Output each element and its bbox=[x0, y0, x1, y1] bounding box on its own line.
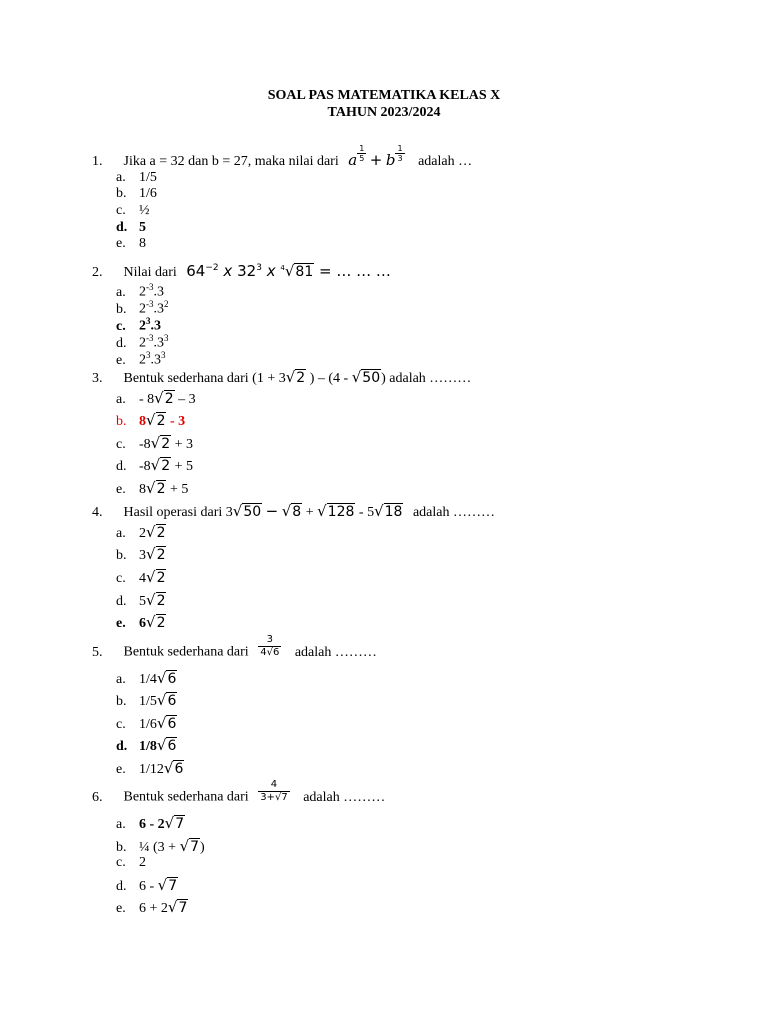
fraction-4-over-3plus-sqrt7: $\frac{4}{3+√7}$ bbox=[260, 779, 288, 803]
option-1d-answer: d. 5 bbox=[116, 220, 146, 235]
question-number: 1. bbox=[92, 154, 103, 169]
question-tail: adalah ……… bbox=[412, 505, 495, 520]
option-4a: a. 2√2 bbox=[116, 523, 166, 541]
question-tail: adalah ……… bbox=[294, 644, 377, 660]
question-3 bbox=[92, 368, 471, 387]
question-text: Bentuk sederhana dari (1 + 3 bbox=[123, 371, 286, 386]
option-2a: a. $2^{-3}.3$ bbox=[116, 282, 164, 300]
option-6e: e. 6 + 2√7 bbox=[116, 898, 188, 916]
question-text: Jika a = 32 dan b = 27, maka nilai dari bbox=[123, 154, 339, 169]
option-6b: b. ¼ (3 + √7) bbox=[116, 837, 205, 855]
option-4c: c. 4√2 bbox=[116, 568, 166, 586]
option-2c-answer: c. $2^3.3$ bbox=[116, 316, 161, 334]
question-text: Bentuk sederhana dari bbox=[123, 644, 249, 660]
question-mid: ) – (4 - bbox=[309, 371, 349, 386]
option-1a: a. 1/5 bbox=[116, 170, 157, 185]
question-number: 4. bbox=[92, 505, 103, 520]
option-4d: d. 5√2 bbox=[116, 591, 166, 609]
exam-title: SOAL PAS MATEMATIKA KELAS X bbox=[267, 88, 501, 103]
option-5e: e. 1/12√6 bbox=[116, 759, 184, 777]
option-1b: b. 1/6 bbox=[116, 186, 157, 201]
option-6a-answer: a. 6 - 2√7 bbox=[116, 814, 185, 832]
question-text: Hasil operasi dari 3 bbox=[123, 505, 233, 520]
question-1 bbox=[92, 143, 473, 171]
question-4: 4. Hasil operasi dari 3√50 − √8 + √128 - 5√18 adalah ……… bbox=[92, 502, 495, 520]
question-number: 3. bbox=[92, 371, 103, 386]
option-6d: d. 6 - √7 bbox=[116, 876, 178, 894]
sqrt-2: √2 bbox=[285, 368, 306, 386]
option-2e: e. $2^3.3^3$ bbox=[116, 350, 166, 368]
option-3a: a. - 8√2 – 3 bbox=[116, 389, 196, 407]
option-4e-answer: e. 6√2 bbox=[116, 613, 166, 631]
option-3e: e. 8√2 + 5 bbox=[116, 479, 189, 497]
question-tail: ) adalah ……… bbox=[381, 371, 472, 386]
fraction-3-over-4sqrt6: $\frac{3}{4√6}$ bbox=[260, 634, 280, 658]
option-2b: b. $2^{-3}.3^2$ bbox=[116, 299, 169, 317]
question-5 bbox=[92, 634, 377, 665]
exam-year: TAHUN 2023/2024 bbox=[327, 105, 441, 120]
option-5b: b. 1/5√6 bbox=[116, 691, 177, 709]
option-3c: c. -8√2 + 3 bbox=[116, 434, 194, 452]
option-3b-answer: b. 8√2 - 3 bbox=[116, 411, 186, 429]
question-tail: adalah ……… bbox=[303, 789, 386, 805]
question-number: 6. bbox=[92, 789, 103, 805]
option-5d-answer: d. 1/8√6 bbox=[116, 736, 177, 754]
question-number: 5. bbox=[92, 644, 103, 660]
sqrt-50: √50 bbox=[351, 368, 381, 386]
question-tail: adalah … bbox=[418, 154, 473, 169]
question-text: Nilai dari bbox=[123, 265, 177, 280]
option-4b: b. 3√2 bbox=[116, 545, 166, 563]
option-2d: d. $2^{-3}.3^3$ bbox=[116, 333, 169, 351]
option-3d: d. -8√2 + 5 bbox=[116, 456, 194, 474]
question-number: 2. bbox=[92, 265, 103, 280]
option-1c: c. ½ bbox=[116, 203, 150, 218]
formula-a-power: a $\frac{1}{5}$ bbox=[348, 143, 365, 169]
option-6c: c. 2 bbox=[116, 855, 146, 870]
formula-expression: $64^{-2}$ x $32^3$ x $^4$√81 = … … … bbox=[186, 262, 391, 280]
option-1e: e. 8 bbox=[116, 236, 146, 251]
formula-b-power: b $\frac{1}{3}$ bbox=[385, 143, 403, 169]
question-6 bbox=[92, 779, 386, 810]
plus-sign: + bbox=[369, 151, 383, 169]
option-5c: c. 1/6√6 bbox=[116, 714, 177, 732]
question-text: Bentuk sederhana dari bbox=[123, 789, 249, 805]
option-5a: a. 1/4√6 bbox=[116, 669, 177, 687]
